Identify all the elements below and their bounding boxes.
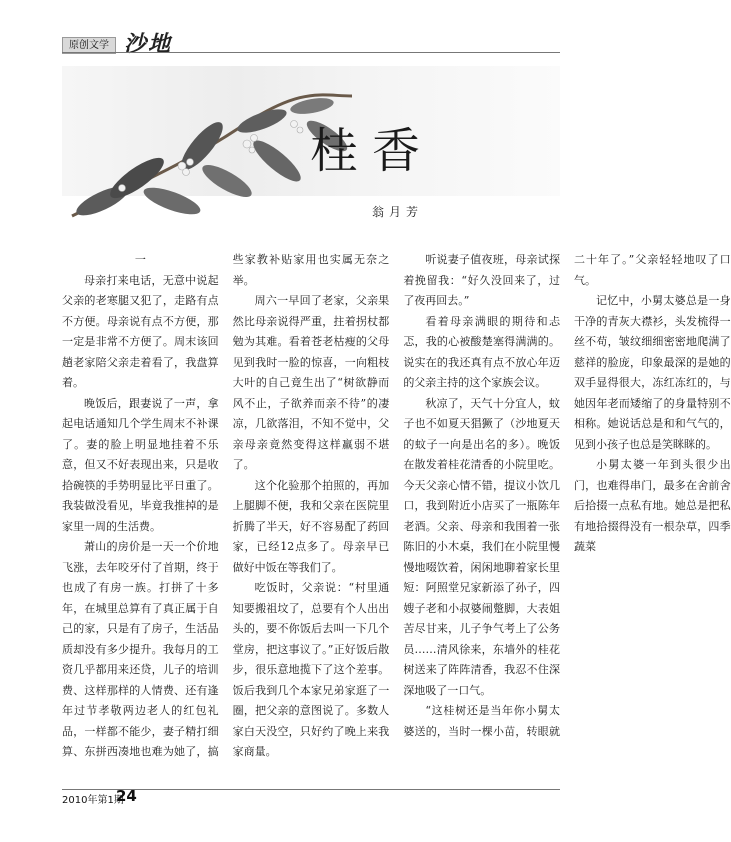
paragraph: 看着母亲满眼的期待和忐忑，我的心被酸楚塞得满满的。说实在的我还真有点不放心年迈的父亲主持的这个家族会议。 <box>403 314 560 389</box>
issue-label: 2010年第1期 <box>62 795 124 806</box>
column-label: 原创文学 <box>62 37 116 54</box>
paragraph: 记忆中，小舅太婆总是一身干净的青灰大襟衫，头发梳得一丝不苟，皱纹细细密密地爬满了慈祥的脸庞，印象最深的是她的双手显得很大，冻红冻红的，与她因年老而矮缩了的身量特别不相称。她说话总是和和气气的，见到小孩子也总是笑眯眯的。 <box>573 294 731 451</box>
section-number: 一 <box>134 253 146 266</box>
header-rule <box>62 52 560 53</box>
paragraph: 萧山的房价是一天一个价地飞涨，去年咬牙付了首期，终于也成了有房一族。打拼了十多年，在城里总算有了真正属于自己的家，只是有了房子，生活品质却没有多少提升。我每月的工资几乎都用来还贷，儿子的培训费、这样那样的人情费、还有逢年过节孝敬两边老人的红包礼品，一样都不能少，妻子精打细算、东拼西凑地也难为她了，搞些家教补贴家用也实属无奈之举。 <box>62 253 390 758</box>
paragraph: 小舅太婆一年到头很少出门，也难得串门，最多在舍前舍后拾掇一点私有地。她总是把私有地拾掇得没有一根杂草，四季蔬菜 <box>573 458 731 553</box>
article-title: 桂香 <box>310 123 435 179</box>
article-body <box>62 250 731 780</box>
column-logo: 沙地 <box>124 31 173 57</box>
page-number: 24 <box>116 787 137 805</box>
paragraph: 秋凉了，天气十分宜人，蚊子也不如夏天猖獗了（沙地夏天的蚊子一向是出名的多）。晚饭在散发着桂花清香的小院里吃。今天父亲心情不错，提议小饮几口，我到附近小店买了一瓶陈年老酒。父亲、母亲和我围着一张陈旧的小木桌，我们在小院里慢慢地啜饮着，闲闲地聊着家长里短：阿照堂兄家新添了孙子，四嫂子老和小叔婆闹蹩脚，大表姐苦尽甘来，儿子争气考上了公务员……清风徐来，东墙外的桂花树送来了阵阵清香，我忍不住深深地吸了一口气。 <box>403 396 560 697</box>
paragraph: 晚饭后，跟妻说了一声，拿起电话通知几个学生周末不补课了。妻的脸上明显地挂着不乐意，但又不好表现出来，只是收拾碗筷的手势明显比平日重了。我装做没看见，毕竟我推掉的是家里一周的生活费。 <box>62 396 219 533</box>
paragraph: 听说妻子值夜班，母亲试探着挽留我：“好久没回来了，过了夜再回去。” <box>403 253 560 307</box>
article-author: 翁月芳 <box>372 205 424 219</box>
paragraph: 母亲打来电话，无意中说起父亲的老寒腿又犯了，走路有点不方便。母亲说有点不方便，那一定是非常不方便了。周末该回趟老家陪父亲走着看了，我盘算着。 <box>62 273 219 389</box>
paragraph: “这桂树还是当年你小舅太婆送的，当时一棵小苗，转眼就二十年了。”父亲轻轻地叹了口气。 <box>403 253 731 738</box>
paragraph: 吃饭时，父亲说：“村里通知要搬祖坟了，总要有个人出出头的，要不你饭后去叫一下几个堂房，把这事议了。”正好饭后散步，很乐意地揽下了这个差事。饭后我到几个本家兄弟家逛了一圈，把父亲的意图说了。多数人家白天没空，只好约了晚上来我家商量。 <box>232 581 390 758</box>
paragraph: 周六一早回了老家，父亲果然比母亲说得严重，拄着拐杖都勉为其难。看着苍老枯瘦的父母见到我时一脸的惊喜，一向粗枝大叶的自己竟生出了“树欲静而风不止，子欲养而亲不待”的凄凉，几欲落泪，不知不觉中，父亲母亲竟然变得这样羸弱不堪了。 <box>232 294 390 471</box>
paragraph: 这个化验那个拍照的，再加上腿脚不便，我和父亲在医院里折腾了半天，好不容易配了药回家，已经12点多了。母亲早已做好中饭在等我们了。 <box>232 478 390 574</box>
